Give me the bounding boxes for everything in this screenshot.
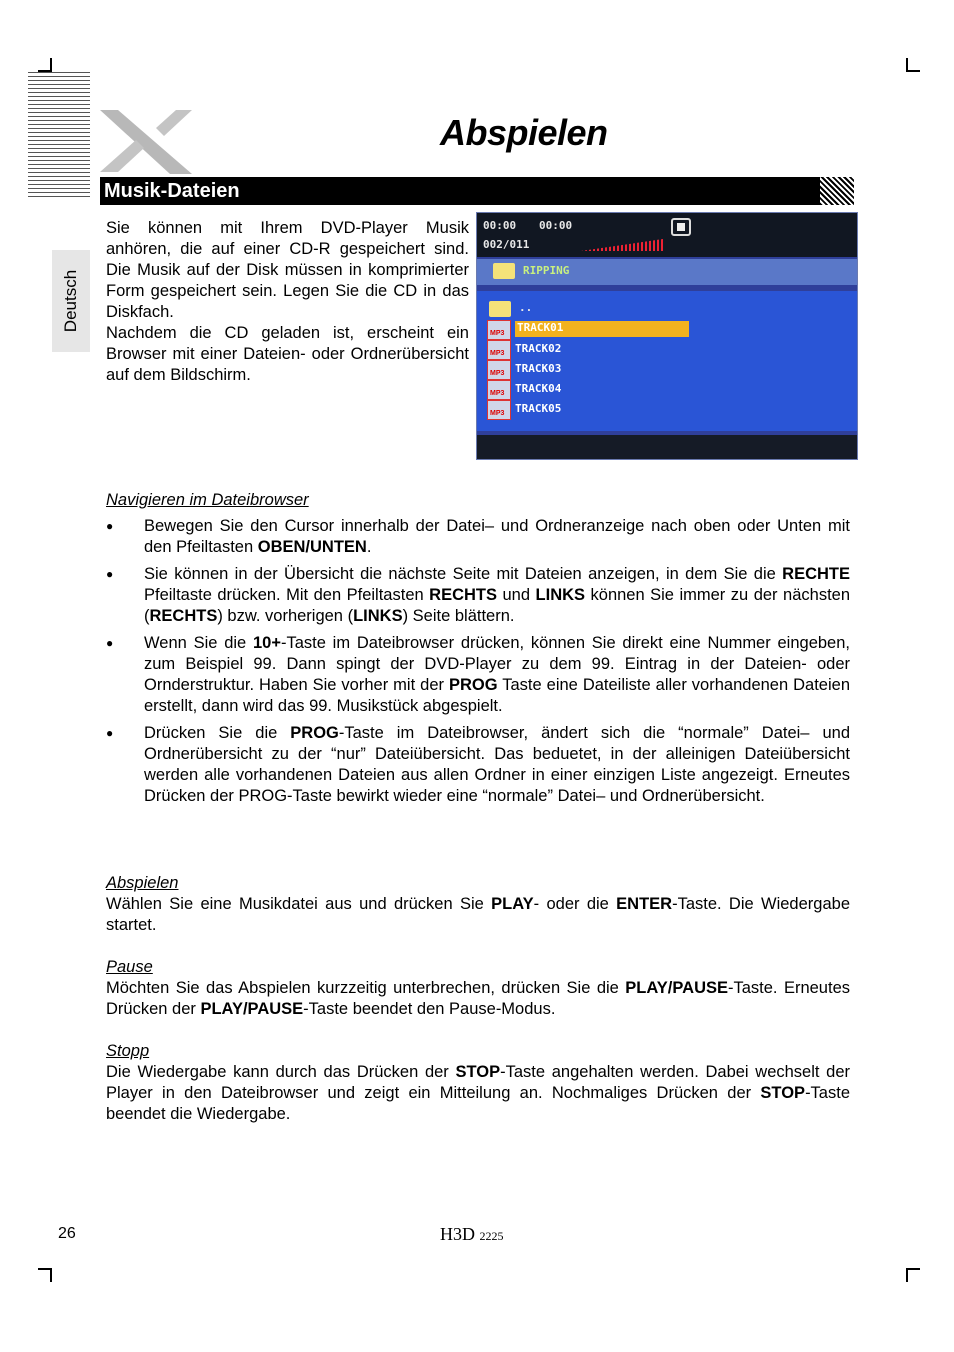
screen-parent-entry: .. — [519, 301, 533, 314]
screen-status-bar — [477, 213, 857, 257]
nav-heading: Navigieren im Dateibrowser — [106, 491, 309, 509]
intro-paragraph-1: Sie können mit Ihrem DVD-Player Musik anhören, die auf einer CD-R gespeichert sind. Die Musik auf der Disk müssen in komprimierter Form gespeichert sein. Legen Sie die CD in das Diskfach. — [106, 219, 469, 321]
bullet-item: ● Wenn Sie die 10+-Taste im Dateibrowser drücken, können Sie direkt eine Nummer eingeben, zum Beispiel 99. Dann spingt der DVD-Player zu dem 99. Eintrag in der Dateien- oder Ornderstruktur. Haben Sie vorher mit der PROG Taste eine Dateiliste aller vorhandenen Dateien erstellt, dann wird das 99. Musikstück abgespielt. — [106, 633, 850, 717]
brand-x-logo — [96, 106, 196, 176]
track-name: TRACK01 — [515, 321, 689, 337]
section-header — [100, 177, 854, 205]
parent-folder-icon — [489, 301, 511, 317]
language-tab-label: Deutsch — [61, 269, 80, 333]
track-name: TRACK02 — [515, 342, 562, 355]
model-name: H3D 2225 — [440, 1224, 504, 1244]
play-heading: Abspielen — [106, 874, 179, 892]
intro-text — [106, 218, 469, 386]
track-name: TRACK05 — [515, 402, 562, 415]
stop-paragraph: Die Wiedergabe kann durch das Drücken der STOP-Taste angehalten werden. Dabei wechselt der Player in den Dateibrowser und zeigt ein Mitteilung an. Nochmaliges Drücken der STOP-Taste beendet die Wiedergabe. — [106, 1063, 851, 1123]
track-name: TRACK04 — [515, 382, 562, 395]
section-title: Musik-Dateien — [104, 180, 240, 202]
section-bar-pattern — [820, 177, 854, 205]
crop-mark-top-left — [38, 58, 52, 72]
track-name: TRACK03 — [515, 362, 562, 375]
track-item — [487, 380, 687, 398]
crop-mark-bottom-left — [38, 1268, 52, 1282]
mp3-file-icon: MP3 — [487, 380, 511, 400]
pause-section — [106, 957, 850, 1020]
bullet-item: ● Bewegen Sie den Cursor innerhalb der Datei– und Ordneranzeige nach oben oder Unten mit den Pfeiltasten OBEN/UNTEN. — [106, 516, 850, 558]
mp3-file-icon: MP3 — [487, 320, 511, 340]
screen-track-count: 002/011 — [483, 238, 530, 251]
mp3-file-icon: MP3 — [487, 340, 511, 360]
mp3-file-icon: MP3 — [487, 360, 511, 380]
decorative-stripes — [28, 72, 90, 200]
intro-paragraph-2: Nachdem die CD geladen ist, erscheint ein Browser mit einer Dateien- oder Ordnerübersicht auf dem Bildschirm. — [106, 324, 469, 384]
stop-icon — [671, 218, 691, 236]
track-item — [487, 340, 687, 358]
page-title: Abspielen — [440, 112, 608, 153]
track-item — [487, 360, 687, 378]
language-tab — [52, 250, 90, 352]
screen-folder-name: RIPPING — [523, 264, 570, 277]
track-item — [487, 320, 687, 338]
pause-paragraph: Möchten Sie das Abspielen kurzzeitig unterbrechen, drücken Sie die PLAY/PAUSE-Taste. Erneutes Drücken der PLAY/PAUSE-Taste beendet den Pause-Modus. — [106, 979, 850, 1018]
bullet-item: ● Drücken Sie die PROG-Taste im Dateibrowser, ändert sich die “normale” Datei– und Ordnerübersicht zu der “nur” Dateiübersicht. Das beduetet, in der alleinigen Dateiübersicht werden alle vorhandenen Dateien aus allen Ordner in einer einzigen Liste angezeigt. Erneutes Drücken der PROG-Taste bewirkt wieder eine “normale” Datei– und Ordnerübersicht. — [106, 723, 850, 807]
bullet-item: ● Sie können in der Übersicht die nächste Seite mit Dateien anzeigen, in dem Sie die RECHTE Pfeiltaste drücken. Mit den Pfeiltasten RECHTS und LINKS können Sie immer zu der nächsten (RECHTS) bzw. vorherigen (LINKS) Seite blättern. — [106, 564, 850, 627]
page-number: 26 — [58, 1225, 76, 1242]
folder-icon — [493, 263, 515, 279]
file-browser-screenshot — [476, 212, 858, 460]
crop-mark-bottom-right — [906, 1268, 920, 1282]
nav-bullet-list — [106, 516, 850, 813]
screen-bottom-bar — [477, 435, 857, 459]
screen-time-total: 00:00 — [539, 219, 573, 232]
stop-heading: Stopp — [106, 1042, 150, 1060]
pause-heading: Pause — [106, 958, 153, 976]
stop-section — [106, 1041, 850, 1125]
mp3-file-icon: MP3 — [487, 400, 511, 420]
track-item — [487, 400, 687, 418]
crop-mark-top-right — [906, 58, 920, 72]
play-paragraph: Wählen Sie eine Musikdatei aus und drücken Sie PLAY- oder die ENTER-Taste. Die Wiedergabe startet. — [106, 895, 850, 934]
play-section — [106, 873, 850, 936]
screen-time-elapsed: 00:00 — [483, 219, 517, 232]
